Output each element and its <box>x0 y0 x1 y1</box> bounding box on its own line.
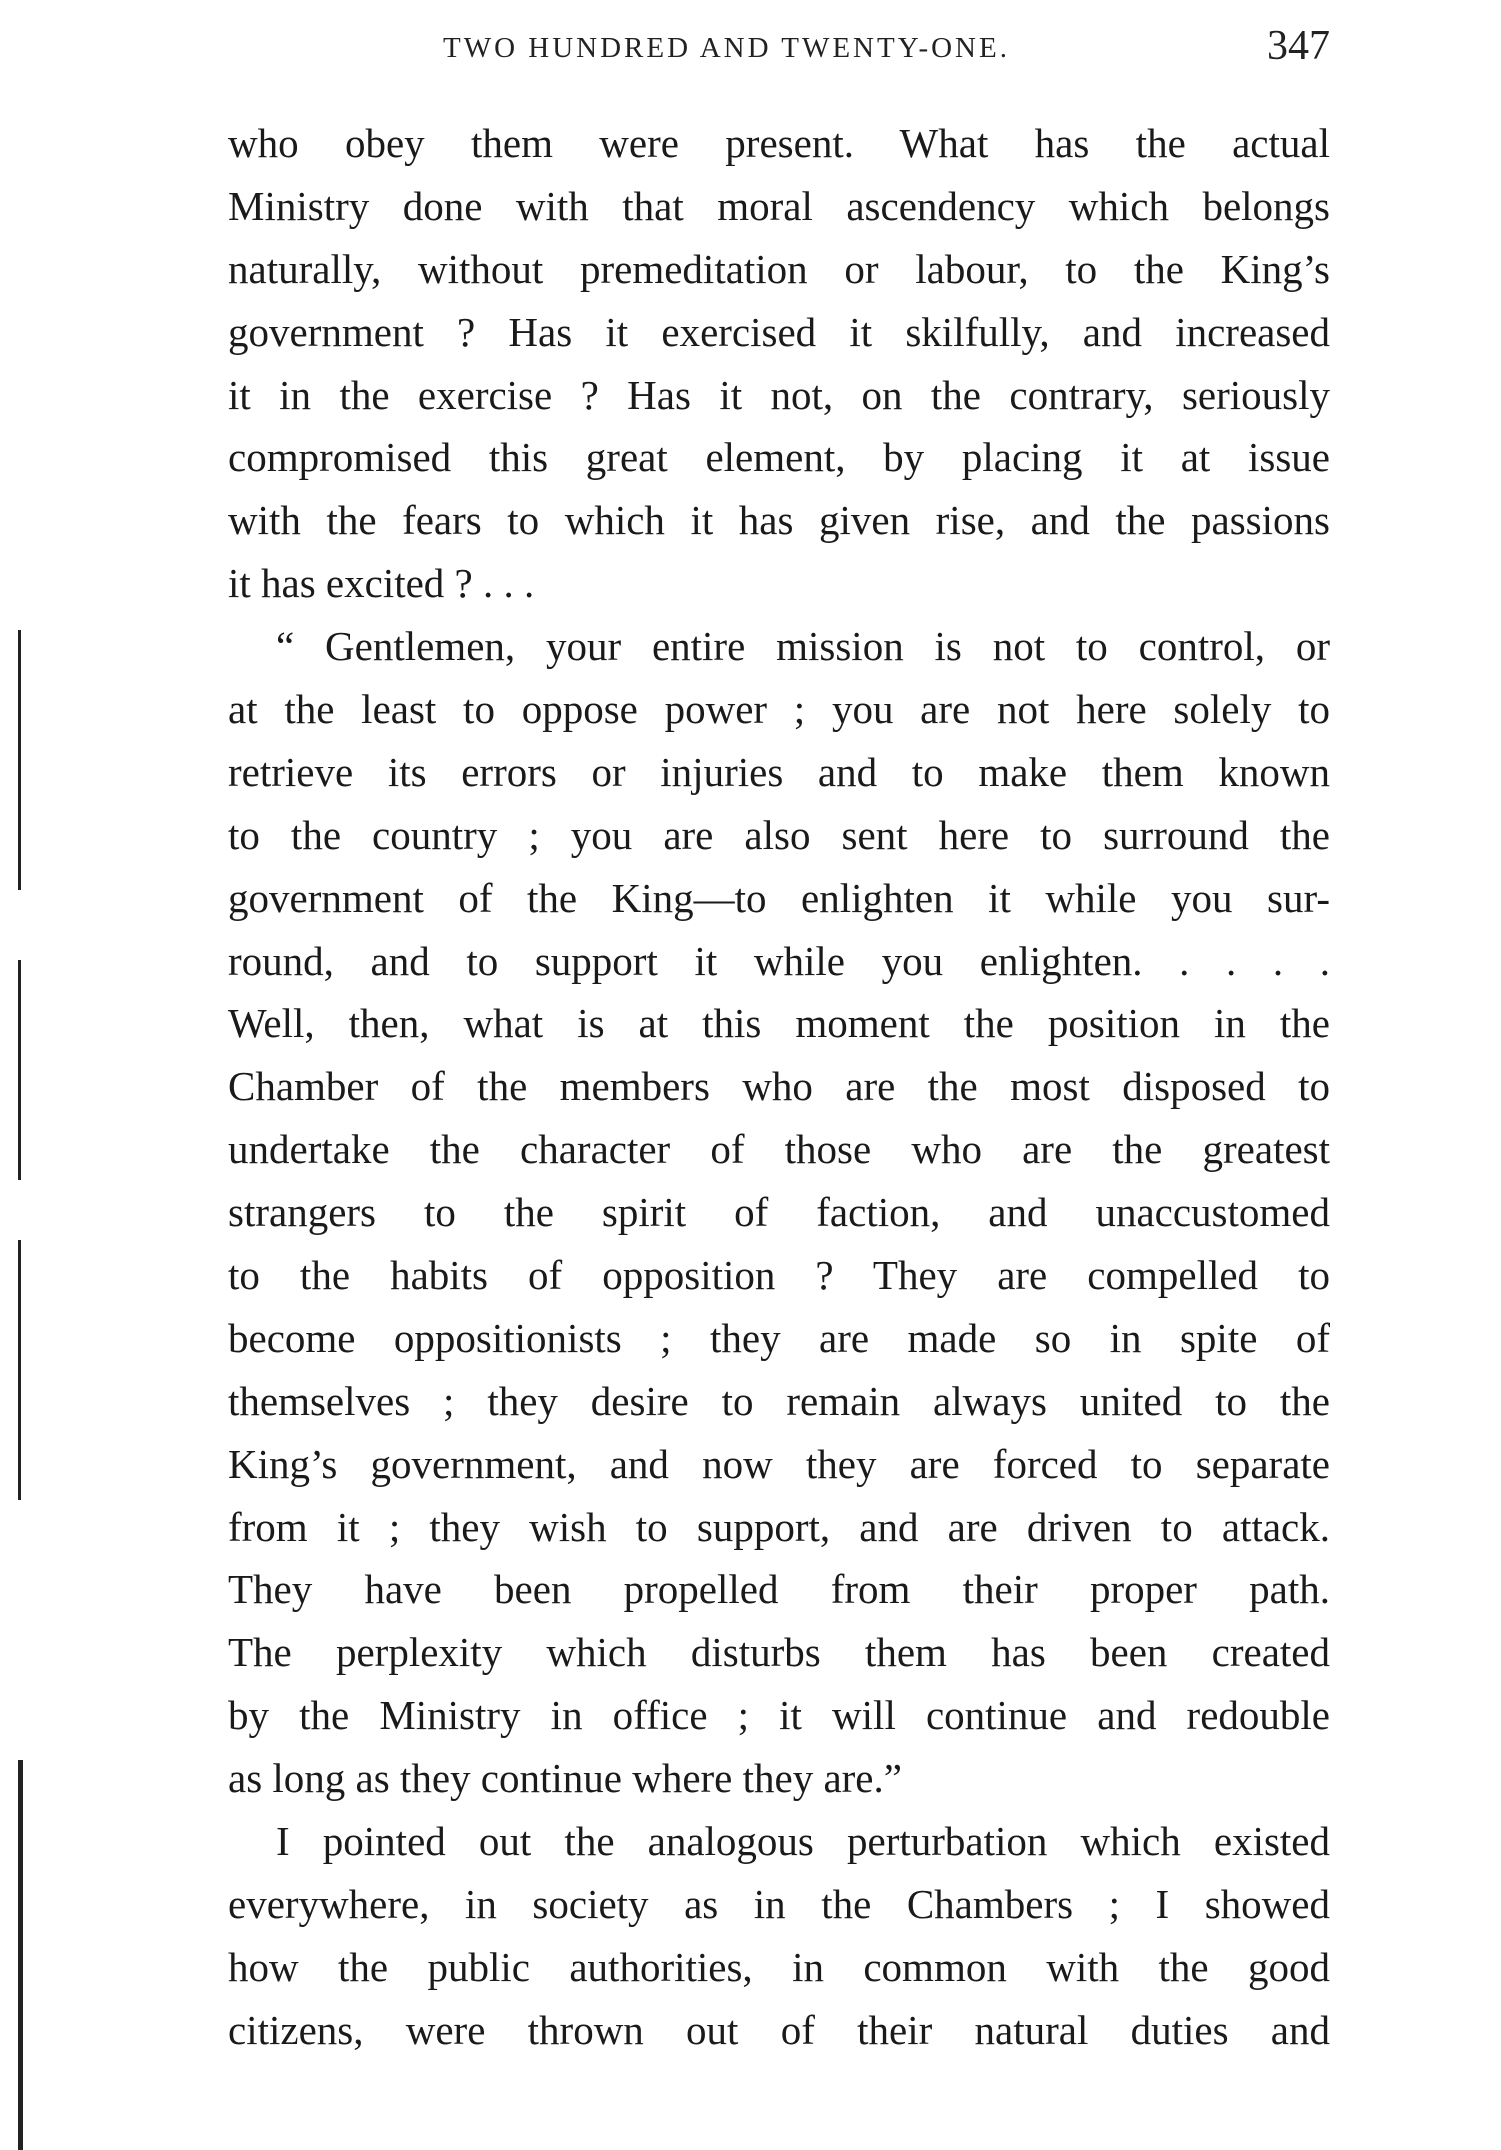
text-line: as long as they continue where they are.” <box>228 1755 902 1802</box>
text-line: The perplexity which disturbs them has been created <box>228 1629 1330 1676</box>
text-line: everywhere, in society as in the Chambers ; I showed <box>228 1880 1330 1927</box>
page-header <box>228 23 1330 72</box>
text-line: compromised this great element, by placing it at issue <box>228 434 1330 481</box>
text-line: round, and to support it while you enlighten. . . . . <box>228 937 1330 984</box>
page-number: 347 <box>1267 23 1330 69</box>
binding-shadow <box>18 630 21 890</box>
text-line: by the Ministry in office ; it will continue and redouble <box>228 1692 1330 1739</box>
text-line: retrieve its errors or injuries and to make them known <box>228 748 1330 795</box>
binding-shadow <box>18 960 21 1180</box>
text-line: They have been propelled from their proper path. <box>228 1566 1330 1613</box>
text-line: themselves ; they desire to remain always united to the <box>228 1377 1330 1424</box>
binding-shadow <box>18 1240 21 1500</box>
text-line: government of the King—to enlighten it while you sur- <box>228 874 1330 921</box>
text-line: to the country ; you are also sent here to surround the <box>228 811 1330 858</box>
text-line: to the habits of opposition ? They are compelled to <box>228 1252 1330 1299</box>
text-line: Ministry done with that moral ascendency which belongs <box>228 182 1330 229</box>
running-head: TWO HUNDRED AND TWENTY-ONE. <box>443 32 1010 64</box>
text-line: from it ; they wish to support, and are driven to attack. <box>228 1503 1330 1550</box>
text-line: Well, then, what is at this moment the position in the <box>228 1000 1330 1047</box>
binding-shadow <box>18 1760 23 2150</box>
text-line: Chamber of the members who are the most disposed to <box>228 1063 1330 1110</box>
text-line: with the fears to which it has given rise, and the passions <box>228 497 1330 544</box>
text-line: who obey them were present. What has the actual <box>228 120 1330 166</box>
text-line: it in the exercise ? Has it not, on the contrary, seriously <box>228 371 1330 418</box>
text-line: at the least to oppose power ; you are not here solely to <box>228 686 1330 733</box>
text-line: undertake the character of those who are the greatest <box>228 1126 1330 1173</box>
text-line: strangers to the spirit of faction, and unaccustomed <box>228 1189 1330 1236</box>
paragraph-1 <box>228 112 1330 615</box>
text-line: King’s government, and now they are forced to separate <box>228 1440 1330 1487</box>
text-line: how the public authorities, in common with the good <box>228 1943 1330 1990</box>
text-line: it has excited ? . . . <box>228 560 535 607</box>
text-line: I pointed out the analogous perturbation which existed <box>276 1818 1330 1865</box>
text-line: “ Gentlemen, your entire mission is not to control, or <box>276 623 1330 670</box>
text-line: citizens, were thrown out of their natural duties and <box>228 2006 1330 2053</box>
text-line: become oppositionists ; they are made so in spite of <box>228 1314 1330 1361</box>
body-text <box>228 112 1330 2062</box>
paragraph-3 <box>228 1810 1330 2062</box>
text-line: government ? Has it exercised it skilfully, and increased <box>228 308 1330 355</box>
text-line: naturally, without premeditation or labour, to the King’s <box>228 245 1330 292</box>
paragraph-2 <box>228 615 1330 1810</box>
